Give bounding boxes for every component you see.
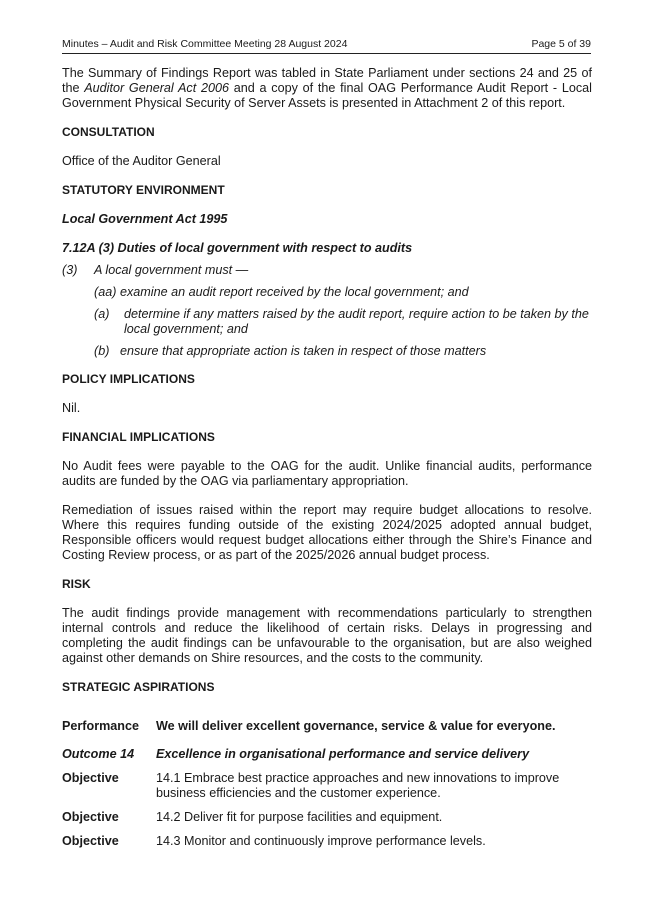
strategic-objective-row [62, 810, 592, 825]
risk-heading: RISK [62, 577, 91, 591]
document-body [62, 66, 592, 849]
intro-text-pre: The Summary of Findings Report was tabled in State Parliament under sections 24 and 25 of the [62, 66, 592, 95]
financial-paragraph-2: Remediation of issues raised within the report may require budget allocations to resolve. Where this requires funding outside of the existing 2024/2025 adopted annual budget, Responsible officers would request budget allocations either through the Shire’s Finance and Costing Review process, or as part of the 2025/2026 annual budget process. [62, 503, 592, 562]
clause-number: (3) [62, 263, 78, 277]
risk-paragraph: The audit findings provide management with recommendations particularly to strengthen internal controls and reduce the likelihood of certain risks. Delays in progressing and completing the audit findings can be unfavourable to the organisation, but are also weighed against other demands on Shire resources, and the costs to the community. [62, 606, 592, 665]
strategic-outcome-row [62, 747, 592, 762]
outcome-label: Outcome 14 [62, 747, 135, 761]
clause-item [62, 344, 592, 359]
strategic-objective-row [62, 834, 592, 849]
performance-text: We will deliver excellent governance, service & value for everyone. [156, 719, 556, 733]
item-number: (a) [94, 307, 110, 321]
performance-label: Performance [62, 719, 139, 733]
objective-text: 14.1 Embrace best practice approaches and new innovations to improve business efficiencies and the customer experience. [156, 771, 560, 800]
intro-act-name: Auditor General Act 2006 [84, 81, 229, 95]
objective-label: Objective [62, 771, 119, 785]
financial-heading: FINANCIAL IMPLICATIONS [62, 430, 215, 444]
strategic-heading: STRATEGIC ASPIRATIONS [62, 680, 215, 694]
intro-paragraph [62, 66, 592, 111]
section-title: 7.12A (3) Duties of local government with respect to audits [62, 241, 413, 255]
item-number: (b) [94, 344, 110, 358]
financial-paragraph-1: No Audit fees were payable to the OAG for the audit. Unlike financial audits, performance audits are funded by the OAG via parliamentary appropriation. [62, 459, 592, 488]
clause-item [62, 307, 592, 337]
consultation-text: Office of the Auditor General [62, 154, 221, 168]
objective-text: 14.2 Deliver fit for purpose facilities and equipment. [156, 810, 443, 824]
objective-label: Objective [62, 834, 119, 848]
item-number: (aa) [94, 285, 117, 299]
outcome-text: Excellence in organisational performance and service delivery [156, 747, 530, 761]
intro-text-post: and a copy of the final OAG Performance Audit Report - Local Government Physical Security of Server Assets is presented in Attachment 2 of this report. [62, 81, 592, 110]
item-text: ensure that appropriate action is taken in respect of those matters [120, 344, 487, 358]
clause-item [62, 285, 592, 300]
policy-heading: POLICY IMPLICATIONS [62, 372, 195, 386]
clause-row [62, 263, 592, 278]
policy-text: Nil. [62, 401, 81, 415]
page-number: Page 5 of 39 [531, 38, 591, 50]
item-text: determine if any matters raised by the audit report, require action to be taken by the local government; and [124, 307, 589, 336]
objective-text: 14.3 Monitor and continuously improve performance levels. [156, 834, 486, 848]
statutory-heading: STATUTORY ENVIRONMENT [62, 183, 225, 197]
strategic-performance-row [62, 719, 592, 734]
item-text: examine an audit report received by the local government; and [120, 285, 469, 299]
objective-label: Objective [62, 810, 119, 824]
clause-text: A local government must — [94, 263, 249, 277]
header-title: Minutes – Audit and Risk Committee Meeting 28 August 2024 [62, 38, 348, 50]
act-title: Local Government Act 1995 [62, 212, 228, 226]
page-header [62, 38, 591, 54]
strategic-objective-row [62, 771, 592, 801]
consultation-heading: CONSULTATION [62, 125, 155, 139]
